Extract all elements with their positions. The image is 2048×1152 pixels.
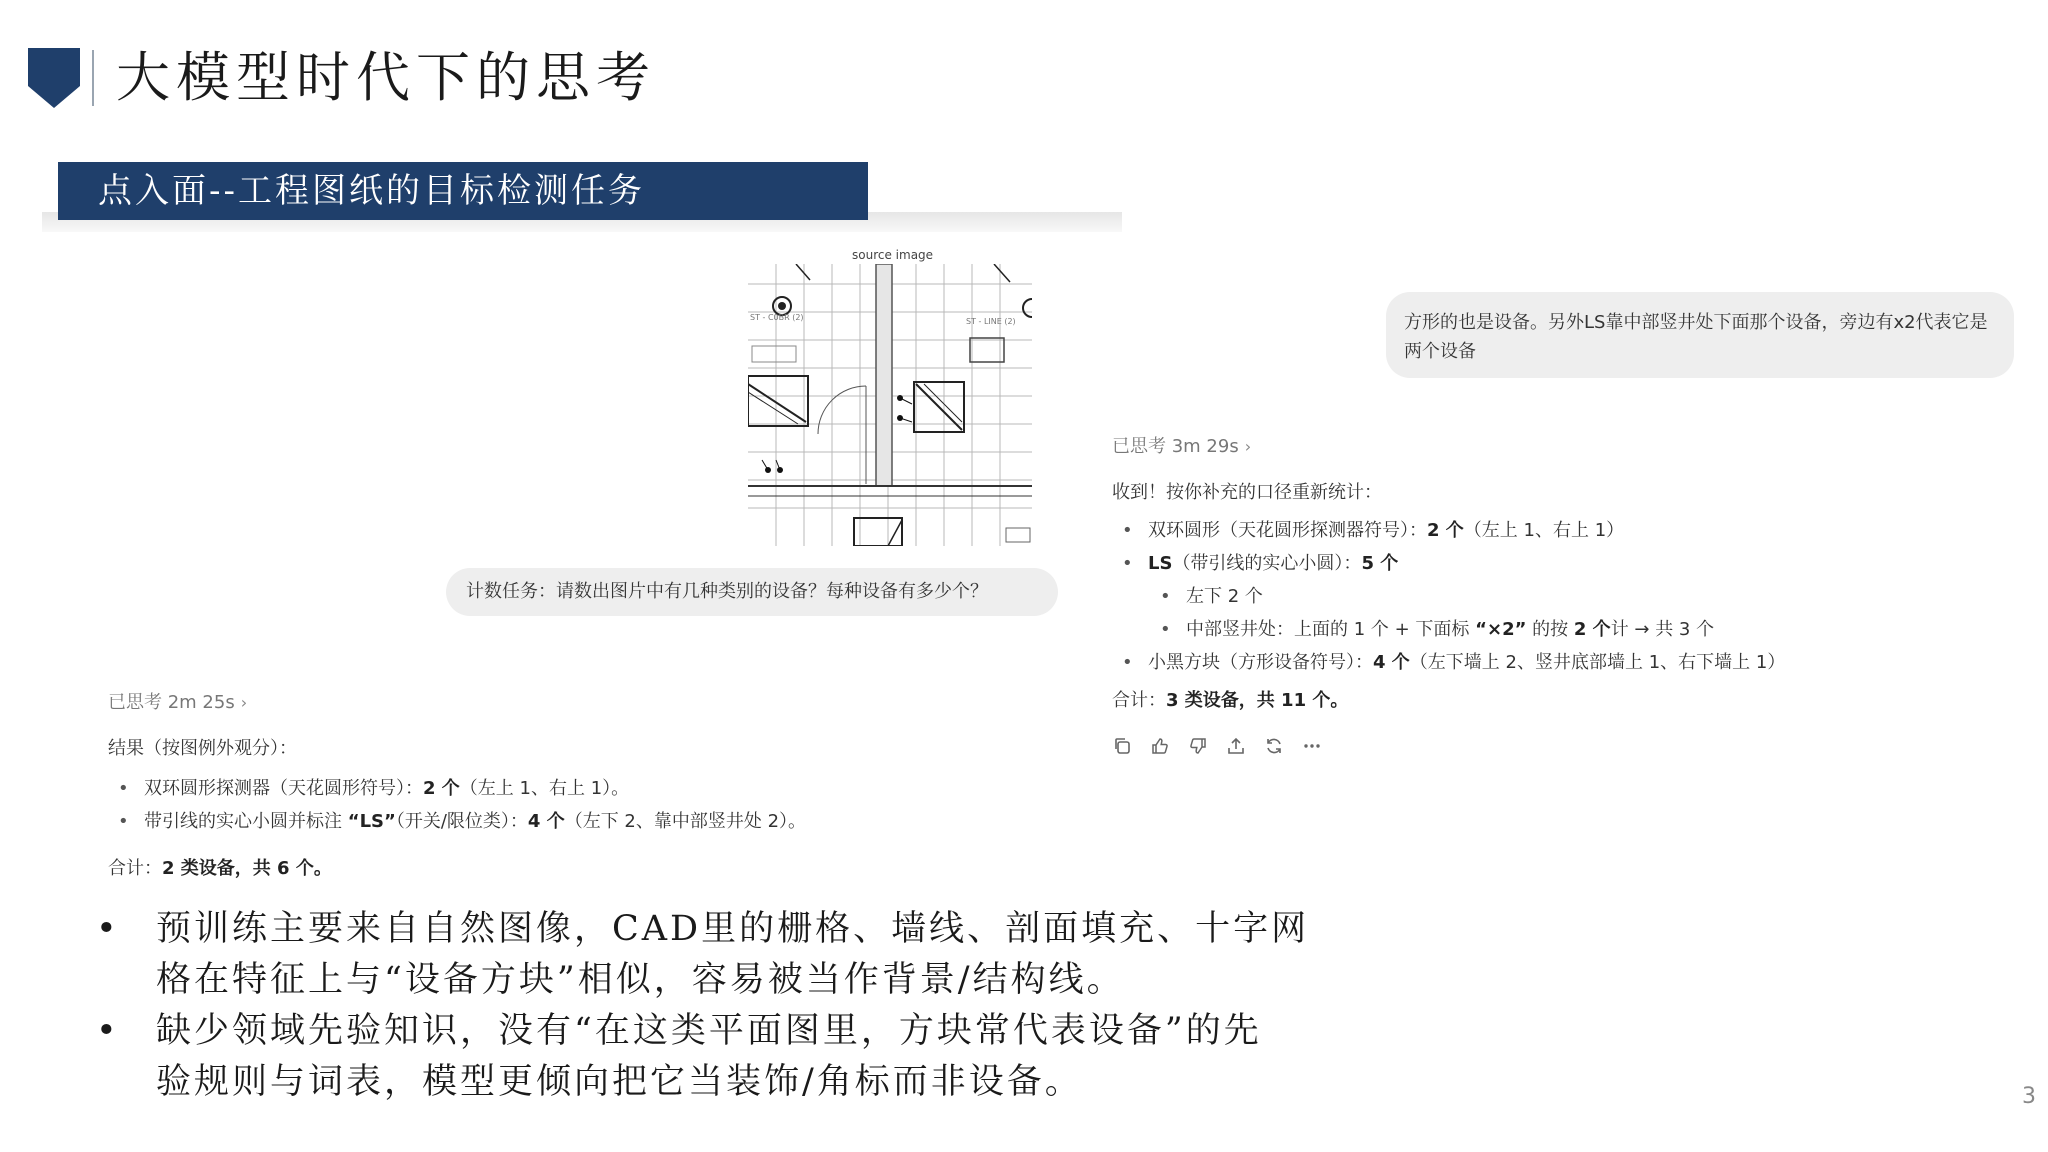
- message-actions: [1112, 736, 1322, 756]
- list-subitem: • 左下 2 个: [1112, 580, 1785, 613]
- chevron-right-icon: ›: [240, 693, 248, 712]
- bullet-item: [92, 1006, 1472, 1108]
- title-divider: [92, 50, 94, 106]
- list-item: • 双环圆形（天花圆形探测器符号）：2 个（左上 1、右上 1）: [1112, 514, 1785, 547]
- bullet-line: 预训练主要来自自然图像，CAD里的栅格、墙线、剖面填充、十字网: [156, 909, 1310, 949]
- drawing-caption: source image: [852, 248, 934, 262]
- answer2-total: 合计：3 类设备，共 11 个。: [1112, 690, 1349, 711]
- bottom-bullets: [92, 904, 1472, 1108]
- bullet-line: 验规则与词表，模型更倾向把它当装饰/角标而非设备。: [156, 1062, 1083, 1102]
- thumbs-up-icon[interactable]: [1150, 736, 1170, 756]
- thought-duration-1[interactable]: [108, 688, 247, 718]
- share-icon[interactable]: [1226, 736, 1246, 756]
- copy-icon[interactable]: [1112, 736, 1132, 756]
- thumbs-down-icon[interactable]: [1188, 736, 1208, 756]
- section-banner: 点入面--工程图纸的目标检测任务: [58, 162, 868, 220]
- engineering-drawing-image: [748, 264, 1032, 546]
- list-item: • 双环圆形探测器（天花圆形符号）：2 个（左上 1、右上 1）。: [108, 772, 806, 805]
- thought-duration-2-label: 已思考 3m 29s: [1112, 436, 1239, 457]
- list-item: • LS（带引线的实心小圆）：5 个: [1112, 547, 1785, 580]
- regenerate-icon[interactable]: [1264, 736, 1284, 756]
- thought-duration-1-label: 已思考 2m 25s: [108, 692, 235, 713]
- bullet-dot: •: [96, 1011, 120, 1051]
- bullet-line: 缺少领域先验知识，没有“在这类平面图里，方块常代表设备”的先: [156, 1011, 1262, 1051]
- bullet-dot: •: [96, 909, 120, 949]
- bullet-line: 格在特征上与“设备方块”相似，容易被当作背景/结构线。: [156, 960, 1125, 1000]
- list-subitem: • 中部竖井处：上面的 1 个 + 下面标 “×2” 的按 2 个计 → 共 3 个: [1112, 613, 1785, 646]
- svg-text:ST - LINE (2): ST - LINE (2): [966, 317, 1016, 326]
- answer1-intro: 结果（按图例外观分）：: [108, 738, 297, 759]
- bullet-item: [92, 904, 1472, 1006]
- chevron-right-icon: ›: [1244, 437, 1252, 456]
- thought-duration-2[interactable]: [1112, 432, 1251, 462]
- user-question-bubble: 计数任务：请数出图片中有几种类别的设备？每种设备有多少个？: [446, 568, 1058, 616]
- answer2-list: [1112, 514, 1785, 679]
- page-number: 3: [2022, 1084, 2036, 1109]
- answer2-intro: 收到！按你补充的口径重新统计：: [1112, 482, 1382, 503]
- answer1-total: 合计：2 类设备，共 6 个。: [108, 858, 332, 879]
- user-followup-bubble: 方形的也是设备。另外LS靠中部竖井处下面那个设备，旁边有x2代表它是两个设备: [1386, 292, 2014, 378]
- svg-text:ST - C0BR (2): ST - C0BR (2): [750, 313, 804, 322]
- page-title: 大模型时代下的思考: [116, 46, 656, 109]
- answer1-list: [108, 772, 806, 838]
- list-item: • 小黑方块（方形设备符号）：4 个（左下墙上 2、竖井底部墙上 1、右下墙上 1）: [1112, 646, 1785, 679]
- more-icon[interactable]: [1302, 736, 1322, 756]
- shield-logo-icon: [28, 48, 80, 108]
- list-item: • 带引线的实心小圆并标注 “LS”（开关/限位类）：4 个（左下 2、靠中部竖井处 2）。: [108, 805, 806, 838]
